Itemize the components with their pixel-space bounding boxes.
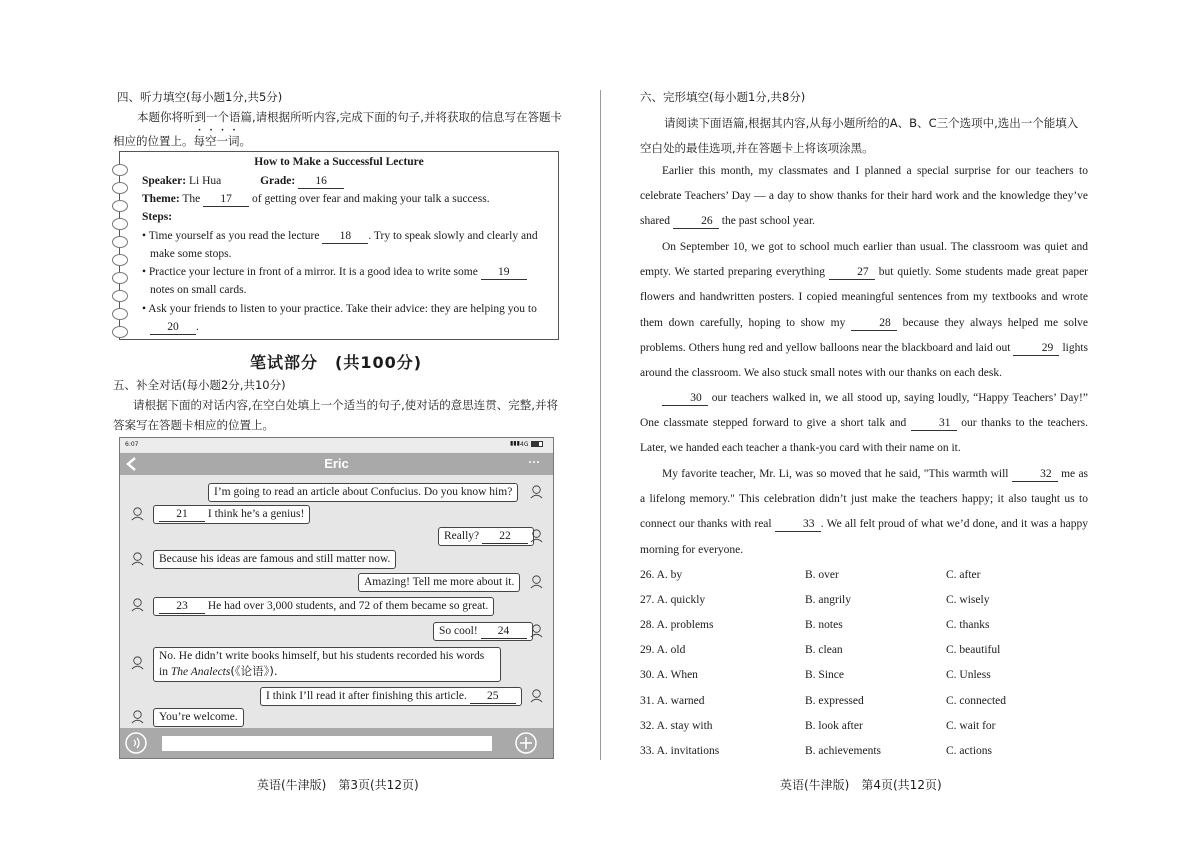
- option-b: B. clean: [805, 644, 843, 656]
- option-b: B. expressed: [805, 695, 864, 707]
- binder-ring-icon: [112, 290, 128, 302]
- message-right: Amazing! Tell me more about it.: [358, 573, 520, 592]
- option-b: B. Since: [805, 669, 844, 681]
- speaker-line: [142, 175, 552, 189]
- binder-ring-icon: [112, 326, 128, 338]
- avatar-icon: [130, 709, 145, 724]
- option-b: B. look after: [805, 720, 863, 732]
- blank-22: 22: [482, 530, 528, 544]
- option-c: C. thanks: [946, 619, 990, 631]
- blank-17: 17: [203, 193, 249, 207]
- blank-18: 18: [322, 230, 368, 244]
- page-divider: [600, 90, 601, 760]
- blank-20: 20: [150, 321, 196, 335]
- blank-27: 27: [829, 266, 875, 280]
- p2-text-d: lights around the classroom. We also stuck small notes with our thanks on each desk.: [640, 341, 1089, 380]
- speaker-label: Speaker:: [142, 175, 187, 187]
- chat-input-bar: [120, 728, 553, 758]
- p1-text: Earlier this month, my classmates and I planned a special surprise for our teachers to celebrate Teachers’ Day — a day to show thanks for their hard work and the knowledge they’ve shared: [640, 165, 1088, 228]
- binder-ring-icon: [112, 236, 128, 248]
- message-input[interactable]: [162, 736, 492, 751]
- p2-text-c: because they always helped me solve problems. Others hung red and yellow balloons near the blackboard and laid out: [640, 316, 1089, 354]
- passage-paragraph-3: [640, 386, 1088, 462]
- section6-instructions: 请阅读下面语篇,根据其内容,从每小题所给的A、B、C三个选项中,选出一个能填入空白处的最佳选项,并在答题卡上将该项涂黑。: [640, 116, 1079, 155]
- binder-ring-icon: [112, 308, 128, 320]
- option-c: C. wisely: [946, 594, 990, 606]
- p2-text: On September 10, we got to school much earlier than usual. The classroom was quiet and empty. We started preparing everything: [640, 241, 1088, 279]
- avatar-icon: [529, 528, 544, 543]
- step3-end: .: [196, 321, 199, 333]
- message-left: [153, 597, 494, 616]
- grade-value: 16: [298, 175, 344, 189]
- option-a: 31. A. warned: [640, 695, 705, 707]
- speaker-value: Li Hua: [188, 175, 222, 187]
- notebook-title: How to Make a Successful Lecture: [254, 156, 424, 168]
- blank-25: 25: [470, 690, 516, 704]
- p1-text-end: the past school year.: [721, 215, 816, 228]
- section5-title: 五、补全对话(每小题2分,共10分): [113, 378, 286, 392]
- page-footer-right: 英语(牛津版) 第4页(共12页): [780, 778, 942, 792]
- option-a: 28. A. problems: [640, 619, 714, 631]
- page-footer-left: 英语(牛津版) 第3页(共12页): [257, 778, 419, 792]
- theme-post: of getting over fear and making your talk a success.: [252, 193, 490, 205]
- p4-text: My favorite teacher, Mr. Li, was so moved that he said, "This warmth will: [662, 468, 1009, 480]
- step1-text: • Time yourself as you read the lecture: [142, 230, 320, 242]
- option-a: 33. A. invitations: [640, 745, 720, 757]
- step2-line: [142, 266, 552, 280]
- p2-text-b: but quietly. Some students made great paper flowers and handwritten posters. I copied meaningful sentences from my textbooks and wrote them down carefully, hoping to show my: [640, 266, 1088, 329]
- theme-line: [142, 193, 552, 207]
- p4-text-c: . We all felt proud of what we’d done, and it was a happy morning for everyone.: [640, 518, 1088, 556]
- option-a: 29. A. old: [640, 644, 686, 656]
- voice-icon[interactable]: [125, 732, 147, 754]
- option-a: 30. A. When: [640, 669, 698, 681]
- lecture-notebook: [119, 151, 559, 340]
- line2-pre: in: [159, 666, 168, 678]
- message-left: You’re welcome.: [153, 708, 244, 727]
- option-c: C. beautiful: [946, 644, 1001, 656]
- avatar-icon: [130, 597, 145, 612]
- blank-28: 28: [851, 317, 897, 331]
- option-c: C. after: [946, 569, 981, 581]
- avatar-icon: [130, 655, 145, 670]
- avatar-icon: [529, 623, 544, 638]
- step1-line: [142, 230, 552, 244]
- avatar-icon: [529, 574, 544, 589]
- blank-21: 21: [159, 508, 205, 522]
- contact-name: Eric: [324, 456, 349, 471]
- status-bar: [120, 438, 553, 452]
- p3-text: our teachers walked in, we all stood up, saying loudly, “Happy Teachers’ Day!” One classmate stepped forward to give a short talk and: [640, 392, 1088, 430]
- message-right: [433, 622, 533, 641]
- binder-ring-icon: [112, 200, 128, 212]
- blank-32: 32: [1012, 468, 1058, 482]
- section4-emphasis: 每空一词: [193, 134, 240, 148]
- message-left: [153, 647, 501, 682]
- step1-post: . Try to speak slowly and clearly and: [368, 230, 538, 242]
- message-right: [260, 687, 522, 706]
- blank-33: 33: [775, 518, 821, 532]
- binder-ring-icon: [112, 254, 128, 266]
- blank-23: 23: [159, 600, 205, 614]
- passage-paragraph-4: [640, 462, 1088, 563]
- steps-label-line: [142, 211, 552, 223]
- section4-title: 四、听力填空(每小题1分,共5分): [117, 90, 283, 104]
- message-text: He had over 3,000 students, and 72 of them became so great.: [207, 600, 489, 612]
- passage-paragraph-2: [640, 235, 1088, 386]
- avatar-icon: [130, 506, 145, 521]
- message-text: So cool!: [439, 625, 478, 637]
- option-c: C. connected: [946, 695, 1007, 707]
- step2-text: • Practice your lecture in front of a mirror. It is a good idea to write some: [142, 266, 478, 278]
- grade-label: Grade:: [260, 175, 296, 187]
- message-text: I think he’s a genius!: [207, 508, 305, 520]
- step2-line2: notes on small cards.: [150, 284, 247, 296]
- blank-30: 30: [662, 392, 708, 406]
- option-a: 32. A. stay with: [640, 720, 713, 732]
- option-b: B. angrily: [805, 594, 851, 606]
- avatar-icon: [130, 551, 145, 566]
- option-a: 26. A. by: [640, 569, 683, 581]
- message-left: Because his ideas are famous and still matter now.: [153, 550, 396, 569]
- option-a: 27. A. quickly: [640, 594, 706, 606]
- network-label: 4G: [520, 441, 529, 448]
- step3-line: • Ask your friends to listen to your practice. Take their advice: they are helping you to: [142, 303, 537, 315]
- option-b: B. over: [805, 569, 839, 581]
- battery-icon: [531, 441, 543, 447]
- blank-24: 24: [481, 625, 527, 639]
- theme-label: Theme:: [142, 193, 180, 205]
- phone-chat-window: [119, 437, 554, 759]
- message-text: I think I’ll read it after finishing this article.: [266, 690, 467, 702]
- option-c: C. actions: [946, 745, 992, 757]
- section5-instructions: 请根据下面的对话内容,在空白处填上一个适当的句子,使对话的意思连贯、完整,并将答案写在答题卡相应的位置上。: [113, 398, 558, 432]
- blank-29: 29: [1013, 342, 1059, 356]
- line2-post: (《论语》).: [230, 664, 278, 678]
- section4-intro-text: 本题你将听到一个语篇,请根据所听内容,完成下面的句子,并将获取的信息写在答题卡相应的位置上。: [113, 110, 562, 148]
- written-part-heading: 笔试部分 (共100分): [250, 353, 423, 372]
- p4-text-b: me as a lifelong memory." This celebration didn’t just make the teachers happy; it also taught us to connect our thanks with real: [640, 468, 1089, 531]
- passage-paragraph-1: [640, 159, 1088, 235]
- message-right: I’m going to read an article about Confucius. Do you know him?: [208, 483, 518, 502]
- option-b: B. achievements: [805, 745, 882, 757]
- avatar-icon: [529, 484, 544, 499]
- section6-title: 六、完形填空(每小题1分,共8分): [640, 90, 806, 104]
- message-text: Really?: [444, 530, 480, 542]
- book-title: The Analects: [170, 666, 231, 678]
- avatar-icon: [529, 688, 544, 703]
- message-text-line2: [159, 664, 495, 680]
- more-options-icon[interactable]: ···: [528, 455, 541, 469]
- signal-icon: ▮▮▮: [510, 440, 520, 447]
- option-c: C. Unless: [946, 669, 991, 681]
- binder-ring-icon: [112, 182, 128, 194]
- message-text: No. He didn’t write books himself, but his students recorded his words: [159, 650, 485, 662]
- chat-header: [120, 453, 553, 475]
- section4-intro-end: 。: [239, 134, 251, 148]
- step1-line2: make some stops.: [150, 248, 232, 260]
- step3-line2: [150, 321, 552, 335]
- steps-label: Steps:: [142, 211, 173, 223]
- section4-instructions: [113, 107, 563, 151]
- blank-26: 26: [673, 215, 719, 229]
- binder-ring-icon: [112, 218, 128, 230]
- message-right: [438, 527, 534, 546]
- blank-19: 19: [481, 266, 527, 280]
- option-c: C. wait for: [946, 720, 996, 732]
- blank-31: 31: [911, 417, 957, 431]
- status-time: 6:07: [125, 441, 139, 448]
- option-b: B. notes: [805, 619, 843, 631]
- add-icon[interactable]: [515, 732, 537, 754]
- binder-ring-icon: [112, 272, 128, 284]
- theme-pre: The: [182, 193, 201, 205]
- p3-text-b: our thanks to the teachers. Later, we handed each teacher a thank-you card with their name on it.: [640, 417, 1088, 455]
- message-left: [153, 505, 310, 524]
